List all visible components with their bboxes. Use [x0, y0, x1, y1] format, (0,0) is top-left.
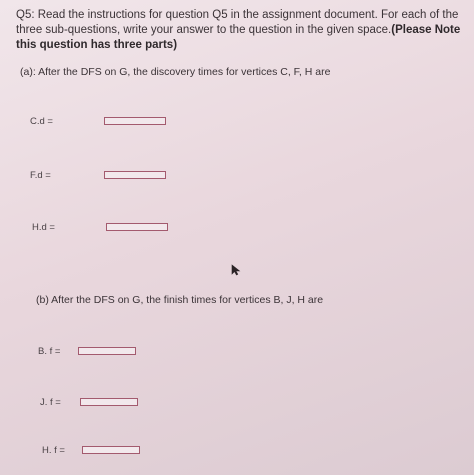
question-note: (Please Note this question has three parts) — [16, 24, 461, 51]
part-b-field-h — [42, 444, 140, 456]
question-instructions — [16, 8, 466, 53]
answer-input-c-d[interactable] — [104, 117, 166, 125]
field-label-h-d: H.d = — [32, 221, 55, 233]
answer-input-j-f[interactable] — [80, 398, 138, 406]
field-label-b-f: B. f = — [38, 345, 61, 357]
answer-input-h-d[interactable] — [106, 223, 168, 231]
part-a-field-h — [32, 221, 168, 233]
question-intro-text: Q5: Read the instructions for question Q5 in the assignment document. For each of the three sub-questions, write your answer to the question in the given space. — [16, 9, 459, 36]
part-a-prompt: (a): After the DFS on G, the discovery times for vertices C, F, H are — [20, 66, 331, 78]
field-label-h-f: H. f = — [42, 444, 65, 456]
answer-input-f-d[interactable] — [104, 171, 166, 179]
part-b-field-b — [38, 345, 136, 357]
answer-input-b-f[interactable] — [78, 347, 136, 355]
field-label-j-f: J. f = — [40, 396, 61, 408]
mouse-pointer-icon — [231, 264, 241, 276]
part-b-field-j — [40, 396, 138, 408]
part-b-prompt: (b) After the DFS on G, the finish times for vertices B, J, H are — [36, 294, 324, 306]
answer-input-h-f[interactable] — [82, 446, 140, 454]
part-a-field-f — [30, 169, 166, 181]
field-label-c-d: C.d = — [30, 115, 53, 127]
field-label-f-d: F.d = — [30, 169, 51, 181]
part-a-field-c — [30, 115, 166, 127]
